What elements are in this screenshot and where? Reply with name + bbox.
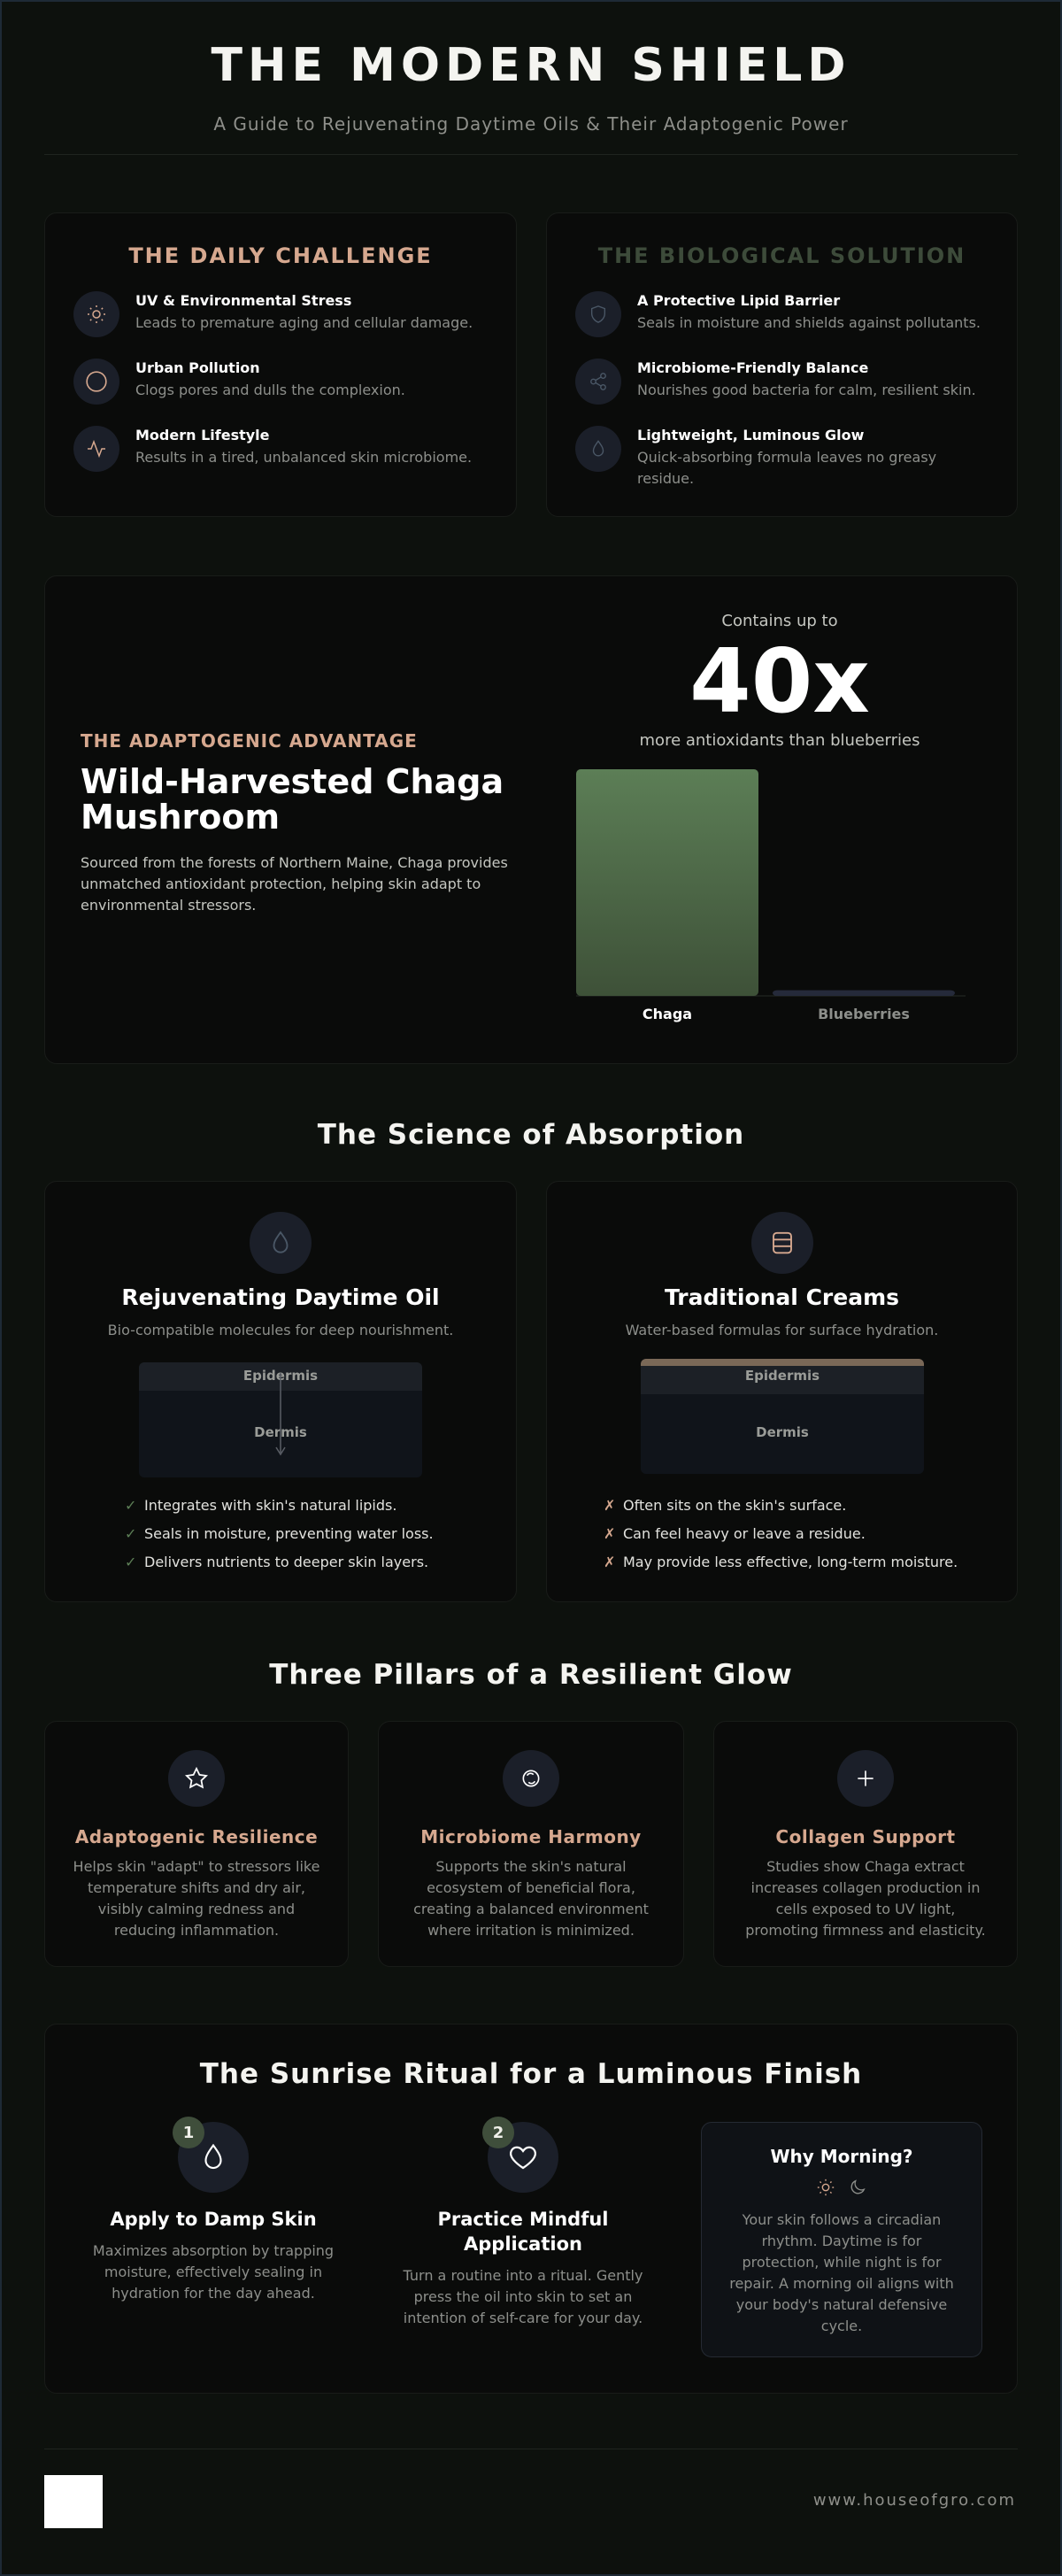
swirl-icon (503, 1750, 559, 1807)
page-header (44, 35, 1018, 135)
why-morning-box (701, 2122, 982, 2357)
solution-item (575, 291, 990, 337)
stat-suffix: more antioxidants than blueberries (639, 731, 920, 750)
oil-subtitle: Bio-compatible molecules for deep nourishment. (107, 1322, 454, 1338)
step-number-badge: 1 (173, 2117, 204, 2148)
pillar-title: Collagen Support (775, 1826, 956, 1847)
solution-item-title: Microbiome-Friendly Balance (637, 359, 869, 376)
list-item: ✗ Often sits on the skin's surface. (604, 1497, 847, 1514)
stat-prefix: Contains up to (721, 612, 838, 630)
solution-title: THE BIOLOGICAL SOLUTION (597, 243, 966, 268)
step-desc: Turn a routine into a ritual. Gently press the oil into skin to set an intention of self-care for your day. (403, 2267, 643, 2326)
challenge-card (44, 212, 517, 517)
bar-label-blueberries: Blueberries (818, 1006, 910, 1022)
droplet-icon (250, 1212, 312, 1274)
page-subtitle: A Guide to Rejuvenating Daytime Oils & Their Adaptogenic Power (213, 113, 849, 135)
plus-icon (837, 1750, 894, 1807)
header-divider (44, 154, 1018, 155)
step-number-badge: 2 (482, 2117, 514, 2148)
ritual-card (44, 2024, 1018, 2394)
ritual-step (81, 2122, 346, 2304)
antioxidant-bar-chart (576, 767, 966, 1033)
pillar-desc: Helps skin "adapt" to stressors like temperature shifts and dry air, visibly calming redness and reducing inflammation. (73, 1858, 320, 1939)
list-item: ✗ May provide less effective, long-term moisture. (604, 1554, 958, 1570)
list-item: ✓ Seals in moisture, preventing water loss. (125, 1525, 434, 1542)
pillar-desc: Studies show Chaga extract increases collagen production in cells exposed to UV light, promoting firmness and elasticity. (745, 1858, 986, 1939)
solution-item-title: Lightweight, Luminous Glow (637, 427, 865, 443)
chaga-body: Sourced from the forests of Northern Maine, Chaga provides unmatched antioxidant protection, helping skin adapt to environmental stressors. (81, 854, 508, 914)
ritual-step (399, 2122, 647, 2329)
epidermis-label: Epidermis (242, 1368, 319, 1384)
droplet-icon (575, 426, 621, 472)
bar-chaga (576, 769, 758, 996)
list-item: ✓ Delivers nutrients to deeper skin layers. (125, 1554, 429, 1570)
solution-item-desc: Quick-absorbing formula leaves no greasy residue. (637, 449, 937, 487)
dermis-label: Dermis (254, 1424, 307, 1440)
brand-logo[interactable] (44, 2475, 103, 2528)
solution-item (575, 426, 990, 490)
cream-surface-layer (641, 1359, 924, 1366)
cream-drawbacks-list (604, 1492, 958, 1577)
footer-website-link[interactable]: www.houseofgro.com (812, 2491, 1016, 2510)
pillars-title: Three Pillars of a Resilient Glow (269, 1659, 793, 1691)
solution-item-desc: Seals in moisture and shields against pollutants. (637, 314, 981, 331)
solution-item (575, 359, 990, 405)
dermis-label: Dermis (756, 1424, 809, 1440)
challenge-item (73, 291, 489, 337)
cream-subtitle: Water-based formulas for surface hydration. (625, 1322, 939, 1338)
challenge-item-title: UV & Environmental Stress (135, 292, 352, 309)
challenge-item-desc: Clogs pores and dulls the complexion. (135, 382, 405, 398)
sun-icon (73, 291, 119, 337)
jar-icon (751, 1212, 813, 1274)
cream-card (546, 1181, 1018, 1602)
pillar-desc: Supports the skin's natural ecosystem of beneficial flora, creating a balanced environment where irritation is minimized. (413, 1858, 649, 1939)
bar-blueberries (773, 991, 955, 996)
list-item: ✓ Integrates with skin's natural lipids. (125, 1497, 397, 1514)
share-network-icon (575, 359, 621, 405)
oil-card (44, 1181, 517, 1602)
moon-icon (848, 2178, 867, 2201)
challenge-item-desc: Leads to premature aging and cellular damage. (135, 314, 473, 331)
page-title: THE MODERN SHIELD (211, 39, 851, 92)
challenge-item-desc: Results in a tired, unbalanced skin microbiome. (135, 449, 473, 466)
solution-card (546, 212, 1018, 517)
step-desc: Maximizes absorption by trapping moisture, effectively sealing in hydration for the day ahead. (92, 2242, 335, 2302)
shield-icon (575, 291, 621, 337)
step-title: Practice Mindful Application (437, 2209, 609, 2255)
sun-icon (816, 2178, 835, 2201)
challenge-item-title: Modern Lifestyle (135, 427, 270, 443)
list-item: ✗ Can feel heavy or leave a residue. (604, 1525, 866, 1542)
chaga-card (44, 575, 1018, 1064)
pillar-title: Adaptogenic Resilience (74, 1826, 319, 1847)
step-title: Apply to Damp Skin (110, 2209, 317, 2230)
solution-item-title: A Protective Lipid Barrier (637, 292, 841, 309)
pillar-card (44, 1721, 349, 1967)
oil-skin-diagram (139, 1362, 422, 1477)
why-morning-title: Why Morning? (770, 2146, 913, 2167)
pillar-card (378, 1721, 684, 1967)
chaga-heading: Wild-Harvested Chaga Mushroom (81, 762, 504, 837)
ritual-title: The Sunrise Ritual for a Luminous Finish (199, 2058, 863, 2090)
stat-value: 40x (689, 629, 870, 733)
epidermis-label: Epidermis (744, 1368, 820, 1384)
solution-item-desc: Nourishes good bacteria for calm, resilient skin. (637, 382, 976, 398)
cream-title: Traditional Creams (664, 1284, 900, 1310)
oil-title: Rejuvenating Daytime Oil (121, 1284, 440, 1310)
why-morning-body: Your skin follows a circadian rhythm. Daytime is for protection, while night is for repair. A morning oil aligns with your body's natural defensive cycle. (729, 2211, 954, 2334)
activity-pulse-icon (73, 426, 119, 472)
challenge-title: THE DAILY CHALLENGE (128, 243, 433, 268)
absorption-arrow-icon (272, 1373, 289, 1462)
chaga-kicker: THE ADAPTOGENIC ADVANTAGE (81, 730, 418, 752)
star-icon (168, 1750, 225, 1807)
oil-benefits-list (125, 1492, 434, 1577)
challenge-item (73, 359, 489, 405)
challenge-item (73, 426, 489, 472)
cream-skin-diagram (641, 1359, 924, 1474)
pillar-card (713, 1721, 1018, 1967)
absorption-title: The Science of Absorption (317, 1119, 745, 1151)
challenge-item-title: Urban Pollution (135, 359, 260, 376)
pillar-title: Microbiome Harmony (420, 1826, 642, 1847)
bar-label-chaga: Chaga (642, 1006, 693, 1022)
circle-icon (73, 359, 119, 405)
